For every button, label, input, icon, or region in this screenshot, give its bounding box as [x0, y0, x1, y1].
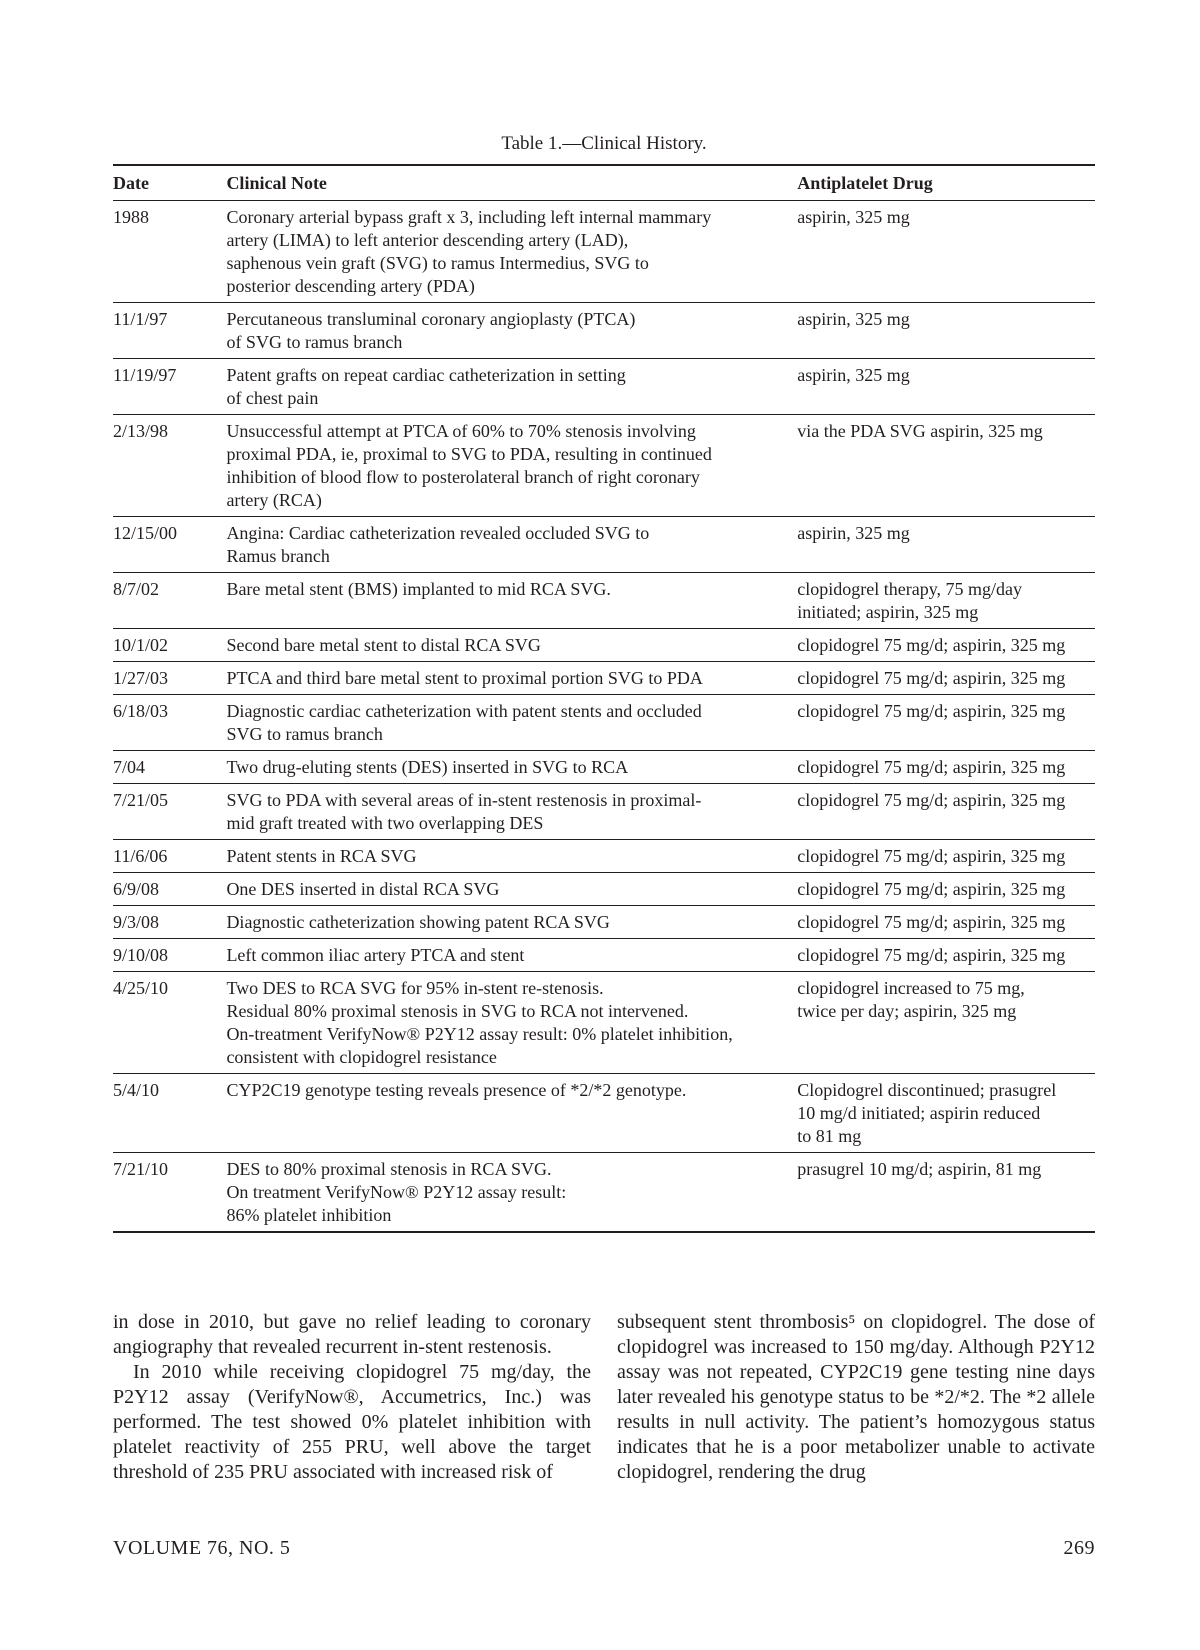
cell-clinical-note [226, 303, 797, 359]
cell-clinical-note [226, 972, 797, 1074]
table-row [113, 517, 1095, 573]
cell-clinical-note [226, 1153, 797, 1233]
cell-antiplatelet-drug [797, 1153, 1095, 1233]
drug-line: aspirin, 325 mg [797, 523, 910, 543]
drug-line: clopidogrel increased to 75 mg, [797, 978, 1025, 998]
note-line: SVG to ramus branch [226, 724, 383, 744]
drug-line: prasugrel 10 mg/d; aspirin, 81 mg [797, 1159, 1042, 1179]
note-line: of chest pain [226, 388, 319, 408]
cell-clinical-note [226, 1074, 797, 1153]
cell-date: 4/25/10 [113, 972, 226, 1074]
drug-line: aspirin, 325 mg [797, 309, 910, 329]
cell-clinical-note [226, 573, 797, 629]
table-row [113, 573, 1095, 629]
note-line: artery (RCA) [226, 490, 322, 510]
cell-antiplatelet-drug [797, 840, 1095, 873]
cell-date: 1/27/03 [113, 662, 226, 695]
drug-line: clopidogrel 75 mg/d; aspirin, 325 mg [797, 757, 1066, 777]
note-line: Bare metal stent (BMS) implanted to mid RCA SVG. [226, 579, 611, 599]
note-line: Residual 80% proximal stenosis in SVG to RCA not intervened. [226, 1001, 689, 1021]
cell-clinical-note [226, 906, 797, 939]
table-row [113, 1153, 1095, 1233]
table-row [113, 939, 1095, 972]
drug-line: clopidogrel 75 mg/d; aspirin, 325 mg [797, 945, 1066, 965]
cell-antiplatelet-drug [797, 873, 1095, 906]
cell-date: 11/6/06 [113, 840, 226, 873]
note-line: of SVG to ramus branch [226, 332, 403, 352]
table-row [113, 359, 1095, 415]
note-line: saphenous vein graft (SVG) to ramus Intermedius, SVG to [226, 253, 649, 273]
cell-antiplatelet-drug [797, 662, 1095, 695]
drug-line: Clopidogrel discontinued; prasugrel [797, 1080, 1057, 1100]
cell-antiplatelet-drug [797, 751, 1095, 784]
table-row [113, 662, 1095, 695]
drug-line: via the PDA SVG aspirin, 325 mg [797, 421, 1043, 441]
note-line: CYP2C19 genotype testing reveals presence of *2/*2 genotype. [226, 1080, 687, 1100]
cell-clinical-note [226, 662, 797, 695]
cell-antiplatelet-drug [797, 201, 1095, 303]
cell-date: 1988 [113, 201, 226, 303]
cell-antiplatelet-drug [797, 359, 1095, 415]
note-line: On-treatment VerifyNow® P2Y12 assay result: 0% platelet inhibition, [226, 1024, 733, 1044]
cell-clinical-note [226, 359, 797, 415]
drug-line: aspirin, 325 mg [797, 365, 910, 385]
drug-line: clopidogrel 75 mg/d; aspirin, 325 mg [797, 635, 1066, 655]
note-line: Second bare metal stent to distal RCA SVG [226, 635, 541, 655]
note-line: inhibition of blood flow to posterolateral branch of right coronary [226, 467, 700, 487]
cell-clinical-note [226, 873, 797, 906]
drug-line: twice per day; aspirin, 325 mg [797, 1001, 1017, 1021]
cell-date: 2/13/98 [113, 415, 226, 517]
table-row [113, 906, 1095, 939]
drug-line: clopidogrel 75 mg/d; aspirin, 325 mg [797, 846, 1066, 866]
table-row [113, 784, 1095, 840]
clinical-history-table [113, 164, 1095, 1233]
note-line: Patent stents in RCA SVG [226, 846, 417, 866]
cell-antiplatelet-drug [797, 573, 1095, 629]
drug-line: initiated; aspirin, 325 mg [797, 602, 979, 622]
cell-date: 6/9/08 [113, 873, 226, 906]
cell-clinical-note [226, 751, 797, 784]
drug-line: clopidogrel 75 mg/d; aspirin, 325 mg [797, 879, 1066, 899]
note-line: 86% platelet inhibition [226, 1205, 392, 1225]
cell-antiplatelet-drug [797, 906, 1095, 939]
note-line: Coronary arterial bypass graft x 3, including left internal mammary [226, 207, 712, 227]
cell-date: 5/4/10 [113, 1074, 226, 1153]
table-body [113, 201, 1095, 1233]
note-line: PTCA and third bare metal stent to proximal portion SVG to PDA [226, 668, 703, 688]
note-line: Diagnostic catheterization showing patent RCA SVG [226, 912, 610, 932]
cell-antiplatelet-drug [797, 695, 1095, 751]
cell-antiplatelet-drug [797, 517, 1095, 573]
cell-clinical-note [226, 695, 797, 751]
note-line: DES to 80% proximal stenosis in RCA SVG. [226, 1159, 552, 1179]
note-line: mid graft treated with two overlapping DES [226, 813, 544, 833]
header-antiplatelet-drug: Antiplatelet Drug [797, 165, 1095, 201]
cell-date: 7/21/05 [113, 784, 226, 840]
table-caption: Table 1.—Clinical History. [501, 133, 707, 154]
cell-antiplatelet-drug [797, 784, 1095, 840]
article-body [113, 1310, 1095, 1485]
cell-clinical-note [226, 629, 797, 662]
note-line: Percutaneous transluminal coronary angioplasty (PTCA) [226, 309, 636, 329]
note-line: Two DES to RCA SVG for 95% in-stent re-stenosis. [226, 978, 604, 998]
cell-date: 10/1/02 [113, 629, 226, 662]
note-line: posterior descending artery (PDA) [226, 276, 475, 296]
page-number: 269 [1063, 1537, 1095, 1559]
drug-line: 10 mg/d initiated; aspirin reduced [797, 1103, 1041, 1123]
note-line: Unsuccessful attempt at PTCA of 60% to 70% stenosis involving [226, 421, 696, 441]
page-footer [113, 1537, 1095, 1560]
note-line: Left common iliac artery PTCA and stent [226, 945, 525, 965]
cell-antiplatelet-drug [797, 972, 1095, 1074]
cell-clinical-note [226, 784, 797, 840]
table-row [113, 972, 1095, 1074]
cell-clinical-note [226, 840, 797, 873]
paragraph: subsequent stent thrombosis⁵ on clopidogrel. The dose of clopidogrel was increased to 150 mg/day. Although P2Y12 assay was not repeated, CYP2C19 gene testing nine days later revealed his genotype status to be *2/*2. The *2 allele results in null activity. The patient’s homozygous status indicates that he is a poor metabolizer unable to activate clopidogrel, rendering the drug [617, 1311, 1095, 1483]
note-line: consistent with clopidogrel resistance [226, 1047, 497, 1067]
cell-antiplatelet-drug [797, 1074, 1095, 1153]
note-line: proximal PDA, ie, proximal to SVG to PDA, resulting in continued [226, 444, 712, 464]
right-column [617, 1310, 1095, 1485]
table-row [113, 751, 1095, 784]
table-row [113, 840, 1095, 873]
table-row [113, 1074, 1095, 1153]
note-line: Two drug-eluting stents (DES) inserted in SVG to RCA [226, 757, 629, 777]
cell-date: 9/3/08 [113, 906, 226, 939]
cell-date: 9/10/08 [113, 939, 226, 972]
note-line: On treatment VerifyNow® P2Y12 assay result: [226, 1182, 567, 1202]
cell-date: 8/7/02 [113, 573, 226, 629]
drug-line: clopidogrel 75 mg/d; aspirin, 325 mg [797, 701, 1066, 721]
table-row [113, 629, 1095, 662]
cell-clinical-note [226, 201, 797, 303]
note-line: SVG to PDA with several areas of in-stent restenosis in proximal- [226, 790, 702, 810]
cell-date: 12/15/00 [113, 517, 226, 573]
journal-volume: VOLUME 76, NO. 5 [113, 1537, 291, 1559]
cell-date: 7/04 [113, 751, 226, 784]
table-row [113, 415, 1095, 517]
cell-clinical-note [226, 415, 797, 517]
drug-line: aspirin, 325 mg [797, 207, 910, 227]
cell-antiplatelet-drug [797, 939, 1095, 972]
cell-antiplatelet-drug [797, 415, 1095, 517]
table-row [113, 873, 1095, 906]
cell-date: 11/1/97 [113, 303, 226, 359]
cell-clinical-note [226, 517, 797, 573]
header-date: Date [113, 165, 226, 201]
paragraph: in dose in 2010, but gave no relief leading to coronary angiography that revealed recurrent in-stent restenosis. [113, 1311, 591, 1358]
table-row [113, 303, 1095, 359]
drug-line: clopidogrel therapy, 75 mg/day [797, 579, 1023, 599]
drug-line: clopidogrel 75 mg/d; aspirin, 325 mg [797, 668, 1066, 688]
note-line: Ramus branch [226, 546, 330, 566]
cell-date: 7/21/10 [113, 1159, 169, 1179]
note-line: Angina: Cardiac catheterization revealed occluded SVG to [226, 523, 650, 543]
header-clinical-note: Clinical Note [226, 165, 797, 201]
cell-date: 6/18/03 [113, 695, 226, 751]
table-row [113, 201, 1095, 303]
note-line: artery (LIMA) to left anterior descending artery (LAD), [226, 230, 629, 250]
cell-antiplatelet-drug [797, 303, 1095, 359]
cell-date: 11/19/97 [113, 359, 226, 415]
cell-clinical-note [226, 939, 797, 972]
table-header-row [113, 165, 1095, 201]
drug-line: clopidogrel 75 mg/d; aspirin, 325 mg [797, 912, 1066, 932]
paragraph: In 2010 while receiving clopidogrel 75 mg/day, the P2Y12 assay (VerifyNow®, Accumetrics, Inc.) was performed. The test showed 0% platelet inhibition with platelet reactivity of 255 PRU, well above the target threshold of 235 PRU associated with increased risk of [113, 1361, 591, 1483]
note-line: Patent grafts on repeat cardiac catheterization in setting [226, 365, 626, 385]
left-column [113, 1310, 591, 1485]
table-row [113, 695, 1095, 751]
cell-antiplatelet-drug [797, 629, 1095, 662]
note-line: One DES inserted in distal RCA SVG [226, 879, 500, 899]
drug-line: clopidogrel 75 mg/d; aspirin, 325 mg [797, 790, 1066, 810]
note-line: Diagnostic cardiac catheterization with patent stents and occluded [226, 701, 702, 721]
drug-line: to 81 mg [797, 1126, 862, 1146]
